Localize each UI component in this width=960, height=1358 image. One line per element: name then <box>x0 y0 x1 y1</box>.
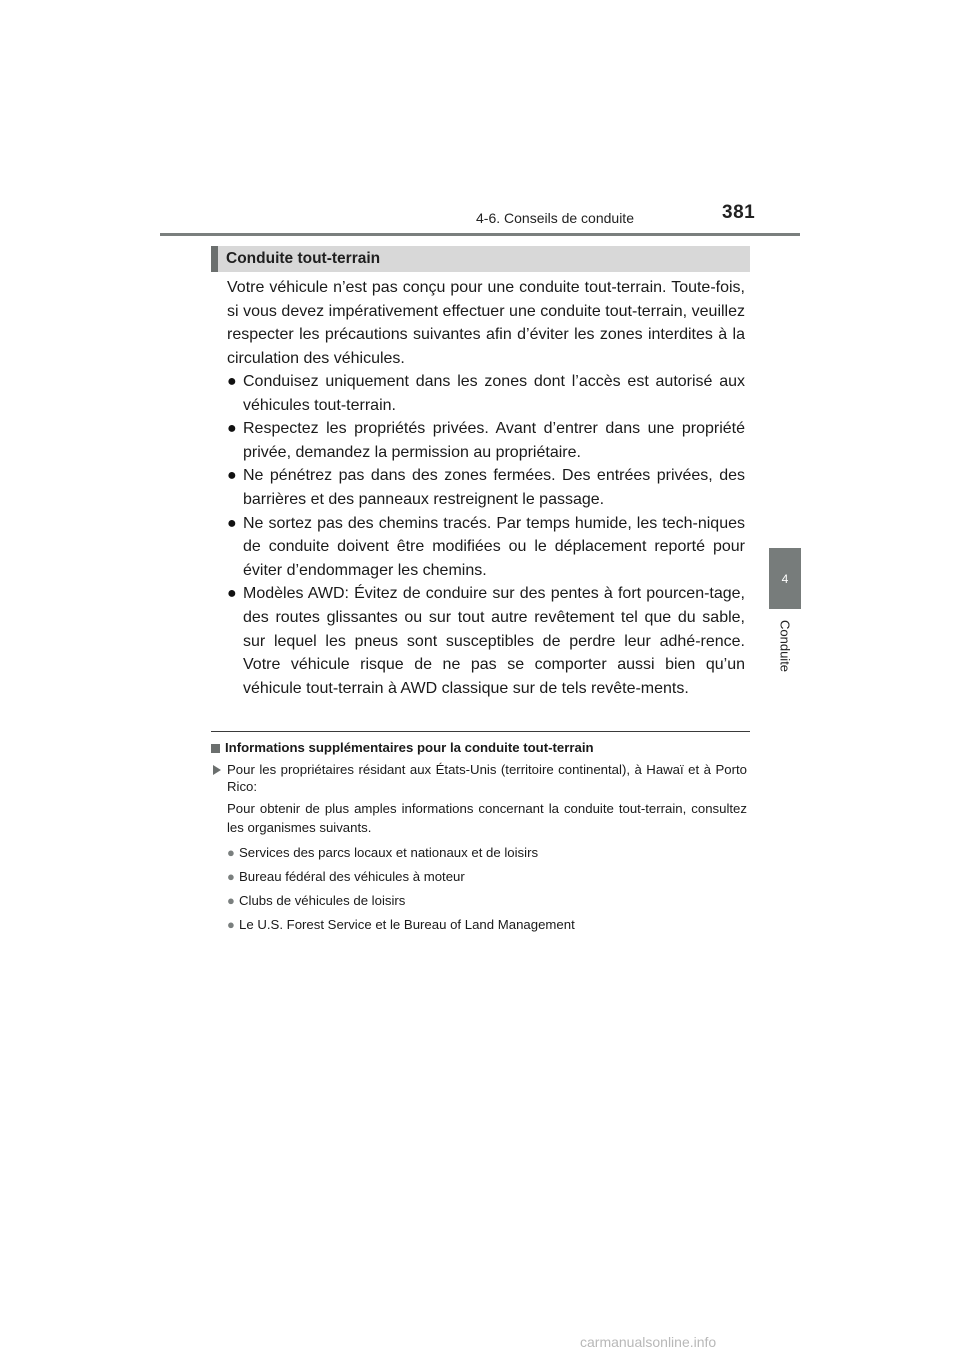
bullet-icon: ● <box>227 585 237 603</box>
list-item: ● Bureau fédéral des véhicules à moteur <box>227 865 747 889</box>
list-item: ● Clubs de véhicules de loisirs <box>227 889 747 913</box>
page-number: 381 <box>722 202 756 223</box>
header-section-title: 4-6. Conseils de conduite <box>476 210 634 226</box>
list-item: ● Ne sortez pas des chemins tracés. Par temps humide, les tech-niques de conduite doivent être modifiées ou le déplacement reporté pour éviter d’endommager les chemins. <box>227 512 745 583</box>
chapter-tab: 4 <box>769 548 801 609</box>
bullet-icon: ● <box>227 869 235 884</box>
list-item: ● Le U.S. Forest Service et le Bureau of Land Management <box>227 913 747 937</box>
list-item: ● Respectez les propriétés privées. Avant d’entrer dans une propriété privée, demandez la permission au propriétaire. <box>227 417 745 464</box>
watermark: carmanualsonline.info <box>580 1334 717 1350</box>
section-title-bar <box>211 246 750 272</box>
header-rule <box>160 233 800 236</box>
intro-paragraph: Votre véhicule n’est pas conçu pour une conduite tout-terrain. Toute-fois, si vous devez impérativement effectuer une conduite tout-terrain, veuillez respecter les précautions suivantes afin d’éviter les zones interdites à la circulation des véhicules. <box>227 279 745 367</box>
square-bullet-icon <box>211 744 220 753</box>
notes-title: Informations supplémentaires pour la conduite tout-terrain <box>211 739 747 757</box>
separator-rule <box>211 731 750 732</box>
chapter-label: Conduite <box>777 620 793 673</box>
notes-paragraph: Pour obtenir de plus amples informations concernant la conduite tout-terrain, consultez les organismes suivants. <box>227 801 747 835</box>
bullet-icon: ● <box>227 893 235 908</box>
precautions-list <box>227 370 745 700</box>
section-title: Conduite tout-terrain <box>226 250 381 267</box>
triangle-bullet-icon <box>213 765 221 775</box>
list-item: ● Services des parcs locaux et nationaux et de loisirs <box>227 841 747 865</box>
list-item: ● Ne pénétrez pas dans des zones fermées. Des entrées privées, des barrières et des panneaux restreignent le passage. <box>227 464 745 511</box>
bullet-icon: ● <box>227 514 237 532</box>
bullet-icon: ● <box>227 420 237 438</box>
bullet-icon: ● <box>227 467 237 485</box>
notes-sub-item: Pour les propriétaires résidant aux États-Unis (territoire continental), à Hawaï et à Porto Rico: <box>211 761 747 795</box>
notes-section <box>211 739 747 937</box>
list-item: ● Modèles AWD: Évitez de conduire sur des pentes à fort pourcen-tage, des routes glissantes ou sur tout autre revêtement tel que du sable, sur lequel les pneus sont susceptibles de perdre leur adhé-rence. Votre véhicule risque de ne pas se comporter aussi bien qu’un véhicule tout-terrain à AWD classique sur de tels revête-ments. <box>227 582 745 700</box>
bullet-icon: ● <box>227 373 237 390</box>
bullet-icon: ● <box>227 917 235 932</box>
bullet-icon: ● <box>227 845 235 860</box>
list-item: ● Conduisez uniquement dans les zones dont l’accès est autorisé aux véhicules tout-terrain. <box>227 370 745 417</box>
organizations-list <box>211 841 747 937</box>
